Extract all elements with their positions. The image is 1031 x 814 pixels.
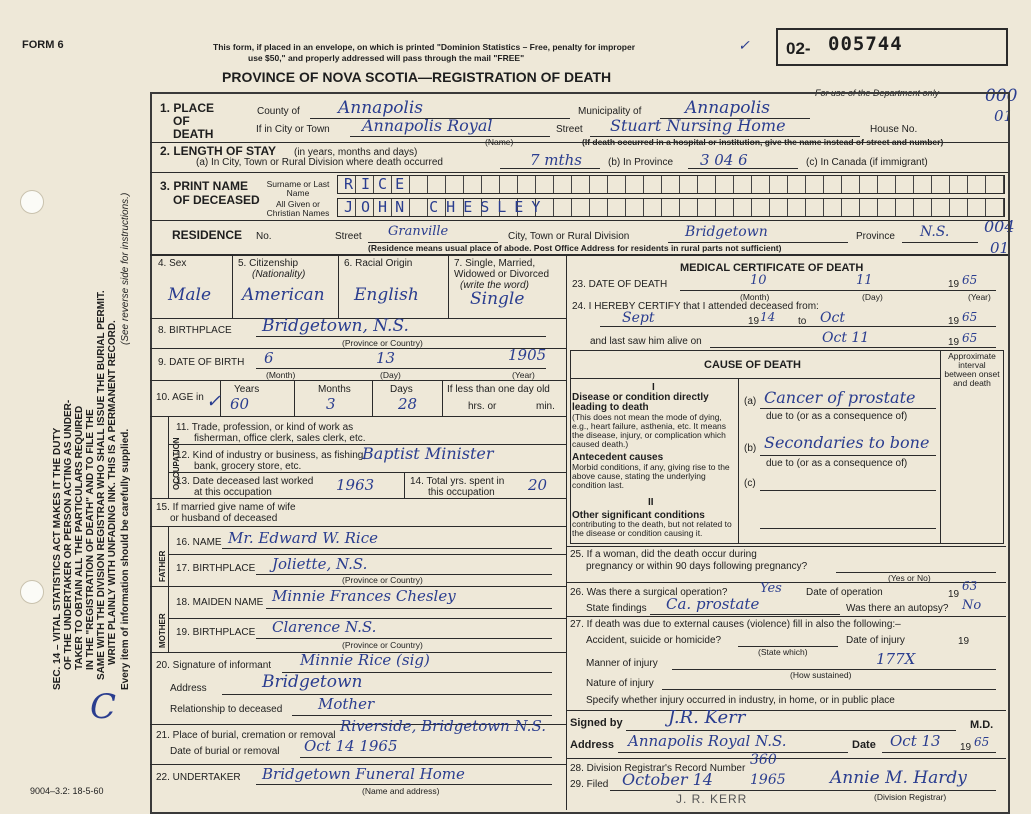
- disease-label: Disease or condition directly leading to death: [572, 392, 709, 413]
- part-one: I: [652, 382, 655, 393]
- q25-label-2: pregnancy or within 90 days following pregnancy?: [586, 561, 808, 572]
- attend-from-prefix: 19: [748, 316, 760, 327]
- father-side-label: FATHER: [158, 550, 167, 582]
- disease-note: (This does not mean the mode of dying, e.g., heart failure, asthenia, etc. It means the disease, injury, or complication which caused death.): [572, 412, 727, 449]
- sex-value: Male: [168, 285, 212, 305]
- doctor-address-label: Address: [570, 739, 615, 751]
- city-value: Annapolis Royal: [362, 116, 493, 135]
- street-value: Stuart Nursing Home: [610, 116, 786, 135]
- dept-code-1: 000: [985, 86, 1018, 106]
- age-label: 10. AGE in: [156, 392, 204, 403]
- stay-a-value: 7 mths: [530, 151, 582, 169]
- due-label-a: due to (or as a consequence of): [766, 411, 908, 422]
- q29-label: 29. Filed: [570, 779, 609, 790]
- marital-sub: (write the word): [460, 280, 529, 291]
- dob-month-sub: (Month): [266, 370, 296, 380]
- age-months: 3: [326, 395, 336, 413]
- stay-b-value: 3 04 6: [700, 151, 748, 169]
- statute-line-5: SAME WITH THE DIVISION REGISTRAR WHO SHALL ISSUE THE BURIAL PERMIT.: [96, 290, 107, 680]
- given-value: JOHN CHESLEY: [344, 198, 549, 216]
- citizenship-value: American: [242, 285, 325, 305]
- father-birth-sub: (Province or Country): [342, 575, 423, 585]
- last-worked-label: 13. Date deceased last worked: [176, 476, 314, 487]
- registrar-value: Annie M. Hardy: [830, 768, 967, 788]
- relation-label: Relationship to deceased: [170, 704, 283, 715]
- informant-address-value: Bridgetown: [262, 672, 363, 692]
- mother-side-label: MOTHER: [158, 613, 167, 648]
- op-year: 63: [962, 579, 978, 593]
- punch-hole: [20, 190, 44, 214]
- yes-no-note: (Yes or No): [888, 573, 931, 583]
- reverse-note: (See reverse side for instructions.): [120, 192, 131, 345]
- specify-label: Specify whether injury occurred in industry, in home, or in public place: [586, 695, 895, 706]
- autopsy-label: Was there an autopsy?: [846, 603, 949, 614]
- attend-to-prefix: 19: [948, 316, 960, 327]
- q26-value: Yes: [760, 581, 782, 596]
- stamp-c: C: [90, 687, 117, 727]
- given-label: All Given or Christian Names: [266, 199, 330, 218]
- dept-code-3: 004: [984, 217, 1015, 236]
- cause-b-letter: (b): [744, 443, 757, 454]
- spouse-label: 15. If married give name of wife: [156, 502, 296, 513]
- death-day-sub: (Day): [862, 292, 883, 302]
- findings-value: Ca. prostate: [666, 595, 760, 613]
- supply-note: Every item of information should be carefully supplied.: [120, 428, 131, 690]
- residence-no-label: No.: [256, 231, 272, 242]
- racial-value: English: [354, 285, 419, 305]
- mother-birth-value: Clarence N.S.: [272, 618, 377, 636]
- stay-b-label: (b) In Province: [608, 157, 674, 168]
- certify-label: 24. I HEREBY CERTIFY that I attended deceased from:: [572, 301, 819, 312]
- nature-label: Nature of injury: [586, 678, 654, 689]
- dob-year: 1905: [508, 346, 547, 364]
- given-grid: [337, 198, 1005, 217]
- injury-year-prefix: 19: [958, 636, 970, 647]
- surname-value: RICE: [344, 175, 413, 193]
- dept-code-2: 01: [994, 107, 1014, 125]
- days-label: Days: [390, 384, 413, 395]
- residence-province-value: N.S.: [920, 224, 950, 240]
- birthplace-label: 8. BIRTHPLACE: [158, 325, 232, 336]
- to-label: to: [798, 316, 807, 327]
- md-label: M.D.: [970, 719, 994, 731]
- undertaker-sub: (Name and address): [362, 786, 440, 796]
- dob-day: 13: [376, 349, 396, 367]
- mother-name-value: Minnie Frances Chesley: [272, 587, 456, 605]
- findings-label: State findings: [586, 603, 647, 614]
- interval-label: Approximate interval between onset and death: [944, 351, 1000, 388]
- sign-year-prefix: 19: [960, 742, 972, 753]
- cause-title: CAUSE OF DEATH: [704, 359, 801, 371]
- spouse-label-2: or husband of deceased: [170, 513, 278, 524]
- q27-label: 27. If death was due to external causes (violence) fill in also the following:–: [570, 619, 901, 630]
- hrs-label: hrs. or: [468, 401, 497, 412]
- filed-year: 1965: [750, 772, 786, 788]
- informant-sig-label: 20. Signature of informant: [156, 660, 272, 671]
- stay-a-label: (a) In City, Town or Rural Division where death occurred: [196, 157, 443, 168]
- min-label: min.: [536, 401, 555, 412]
- under-day-label: If less than one day old: [447, 384, 550, 395]
- last-seen-prefix: 19: [948, 337, 960, 348]
- antecedent-note: Morbid conditions, if any, giving rise to the above cause, stating the underlying condition last.: [572, 462, 730, 490]
- other-label: Other significant conditions: [572, 510, 705, 521]
- mailing-note: This form, if placed in an envelope, on which is printed "Dominion Statistics – Free, penalty for improper: [213, 42, 636, 52]
- surname-grid: [337, 175, 1005, 194]
- industry-label-2: bank, grocery store, etc.: [194, 461, 302, 472]
- name-note: (Name): [485, 137, 514, 147]
- trade-label: 11. Trade, profession, or kind of work as: [176, 422, 354, 433]
- due-label-b: due to (or as a consequence of): [766, 458, 908, 469]
- marital-value: Single: [470, 289, 525, 309]
- statute-line-1: SEC. 14 – VITAL STATISTICS ACT MAKES IT THE DUTY: [52, 427, 63, 690]
- city-label: If in City or Town: [256, 124, 330, 135]
- statute-line-3: TAKER TO OBTAIN ALL THE PARTICULARS REQUIRED: [74, 405, 85, 670]
- dept-code-4: 01: [990, 239, 1010, 257]
- residence-street-label: Street: [335, 231, 362, 242]
- medical-title: MEDICAL CERTIFICATE OF DEATH: [680, 262, 864, 274]
- father-name-label: 16. NAME: [176, 537, 222, 548]
- cause-a-value: Cancer of prostate: [764, 388, 916, 407]
- check-mark: ✓: [738, 38, 750, 54]
- father-birth-value: Joliette, N.S.: [272, 555, 368, 573]
- total-years-label-2: this occupation: [428, 487, 495, 498]
- relation-value: Mother: [318, 695, 375, 713]
- attend-from-day: 14: [760, 310, 776, 324]
- dept-use-label: For use of the Department only: [815, 88, 940, 98]
- total-years-label: 14. Total yrs. spent in: [410, 476, 505, 487]
- dob-label: 9. DATE OF BIRTH: [158, 357, 245, 368]
- name-label-2: OF DECEASED: [173, 193, 260, 207]
- dob-year-sub: (Year): [512, 370, 535, 380]
- burial-value: Riverside, Bridgetown N.S.: [340, 717, 546, 735]
- how-sustained-note: (How sustained): [790, 670, 852, 680]
- filed-value: October 14: [622, 770, 713, 789]
- last-seen-value: Oct 11: [822, 330, 870, 346]
- residence-city-label: City, Town or Rural Division: [508, 231, 630, 242]
- father-name-value: Mr. Edward W. Rice: [228, 529, 378, 547]
- occupation-side-label: OCCUPATION: [172, 437, 181, 490]
- cause-c-letter: (c): [744, 478, 756, 489]
- state-which-note: (State which): [758, 647, 808, 657]
- attend-to: Oct: [820, 310, 845, 326]
- birthplace-value: Bridgetown, N.S.: [262, 316, 409, 336]
- sign-date: Oct 13: [890, 732, 941, 750]
- place-label-2: OF: [173, 114, 190, 128]
- last-worked-label-2: at this occupation: [194, 487, 272, 498]
- citizenship-sub: (Nationality): [252, 269, 306, 280]
- informant-address-label: Address: [170, 683, 207, 694]
- surname-cells: [338, 176, 1004, 193]
- surname-label: Surname or Last Name: [266, 179, 330, 198]
- informant-sig-value: Minnie Rice (sig): [300, 651, 430, 669]
- last-worked-value: 1963: [336, 476, 375, 494]
- trade-label-2: fisherman, office clerk, sales clerk, etc.: [194, 433, 366, 444]
- form-code: 9004–3.2: 18-5-60: [30, 786, 104, 796]
- residence-label: RESIDENCE: [172, 228, 243, 242]
- residence-street-value: Granville: [388, 224, 449, 239]
- statute-line-2: OF THE UNDERTAKER OR PERSON ACTING AS UNDER-: [63, 399, 74, 670]
- mailing-note-2: use $50," and properly addressed will pass through the mail "FREE": [248, 53, 525, 63]
- months-label: Months: [318, 384, 351, 395]
- death-day: 11: [856, 273, 873, 288]
- street-label: Street: [556, 124, 583, 135]
- mother-birth-sub: (Province or Country): [342, 640, 423, 650]
- statute-line-4: IN THE "REGISTRATION OF DEATH" AND TO FILE THE: [85, 409, 96, 670]
- doctor-address-value: Annapolis Royal N.S.: [628, 732, 787, 750]
- form-title: PROVINCE OF NOVA SCOTIA—REGISTRATION OF DEATH: [222, 69, 612, 85]
- place-label-1: 1. PLACE: [160, 101, 215, 115]
- county-value: Annapolis: [338, 98, 424, 118]
- cause-b-value: Secondaries to bone: [764, 433, 930, 452]
- q28-label: 28. Division Registrar's Record Number: [570, 763, 746, 774]
- age-days: 28: [398, 395, 418, 413]
- form-number: FORM 6: [22, 39, 64, 51]
- registrar-sub: (Division Registrar): [874, 792, 947, 802]
- institution-note: (If death occurred in a hospital or institution, give the name instead of street and number): [582, 137, 944, 147]
- undertaker-label: 22. UNDERTAKER: [156, 772, 241, 783]
- registration-number: 005744: [828, 33, 903, 55]
- manner-label: Manner of injury: [586, 658, 658, 669]
- stay-label: 2. LENGTH OF STAY: [160, 144, 277, 158]
- part-two: II: [648, 497, 654, 508]
- stay-note: (in years, months and days): [294, 147, 418, 158]
- death-year-sub: (Year): [968, 292, 991, 302]
- name-label-1: 3. PRINT NAME: [160, 179, 249, 193]
- dob-day-sub: (Day): [380, 370, 401, 380]
- kerr-stamp: J. R. KERR: [676, 792, 748, 806]
- racial-label: 6. Racial Origin: [344, 258, 413, 269]
- death-year: 65: [962, 273, 978, 287]
- antecedent-label: Antecedent causes: [572, 452, 664, 463]
- injury-date-label: Date of injury: [846, 635, 905, 646]
- q25-label: 25. If a woman, did the death occur during: [570, 549, 757, 560]
- punch-hole: [20, 580, 44, 604]
- municipality-value: Annapolis: [685, 98, 771, 118]
- doctor-date-label: Date: [852, 739, 876, 751]
- accident-label: Accident, suicide or homicide?: [586, 635, 722, 646]
- industry-label: 12. Kind of industry or business, as fishing,: [176, 450, 367, 461]
- q26-label: 26. Was there a surgical operation?: [570, 587, 728, 598]
- county-label: County of: [257, 106, 300, 117]
- death-month-sub: (Month): [740, 292, 770, 302]
- death-date-label: 23. DATE OF DEATH: [572, 279, 668, 290]
- father-birth-label: 17. BIRTHPLACE: [176, 563, 256, 574]
- total-years-value: 20: [528, 476, 548, 494]
- marital-label: 7. Single, Married, Widowed or Divorced: [454, 258, 550, 280]
- residence-city-value: Bridgetown: [685, 224, 768, 240]
- attend-from: Sept: [622, 310, 655, 326]
- mother-name-label: 18. MAIDEN NAME: [176, 597, 264, 608]
- op-date-label: Date of operation: [806, 587, 883, 598]
- op-year-prefix: 19: [948, 589, 960, 600]
- death-year-prefix: 19: [948, 279, 960, 290]
- dob-month: 6: [264, 349, 274, 367]
- residence-province-label: Province: [856, 231, 895, 242]
- burial-date-label: Date of burial or removal: [170, 746, 280, 757]
- other-note: contributing to the death, but not related to the disease or condition causing it.: [572, 519, 732, 538]
- attend-to-year: 65: [962, 310, 978, 324]
- house-label: House No.: [870, 124, 918, 135]
- registration-prefix: 02-: [786, 39, 811, 58]
- mother-birth-label: 19. BIRTHPLACE: [176, 627, 256, 638]
- age-check: ✓: [206, 391, 222, 412]
- residence-note: (Residence means usual place of abode. Post Office Address for residents in rural parts not sufficient): [368, 243, 782, 253]
- undertaker-value: Bridgetown Funeral Home: [262, 765, 465, 783]
- sex-label: 4. Sex: [158, 258, 187, 269]
- autopsy-value: No: [962, 598, 982, 613]
- death-month: 10: [750, 273, 767, 288]
- burial-date-value: Oct 14 1965: [304, 737, 398, 755]
- signed-label: Signed by: [570, 717, 623, 729]
- birthplace-sub: (Province or Country): [342, 338, 423, 348]
- industry-value: Baptist Minister: [362, 444, 494, 463]
- burial-label: 21. Place of burial, cremation or removal: [156, 730, 336, 741]
- manner-value: 177X: [876, 650, 916, 668]
- citizenship-label: 5. Citizenship: [238, 258, 299, 269]
- last-seen-label: and last saw him alive on: [590, 336, 702, 347]
- statute-line-6: WRITE PLAINLY WITH UNFADING INK. THIS IS A PERMANENT RECORD.: [107, 320, 118, 665]
- cause-a-letter: (a): [744, 396, 757, 407]
- last-seen-year: 65: [962, 331, 978, 345]
- place-label-3: DEATH: [173, 127, 214, 141]
- registration-number-box: [776, 28, 1008, 66]
- q28-value: 360: [750, 752, 777, 768]
- age-years: 60: [230, 395, 250, 413]
- signed-value: J.R. Kerr: [668, 707, 746, 728]
- years-label: Years: [234, 384, 260, 395]
- sign-year: 65: [974, 735, 990, 749]
- municipality-label: Municipality of: [578, 106, 642, 117]
- stay-c-label: (c) In Canada (if immigrant): [806, 157, 928, 168]
